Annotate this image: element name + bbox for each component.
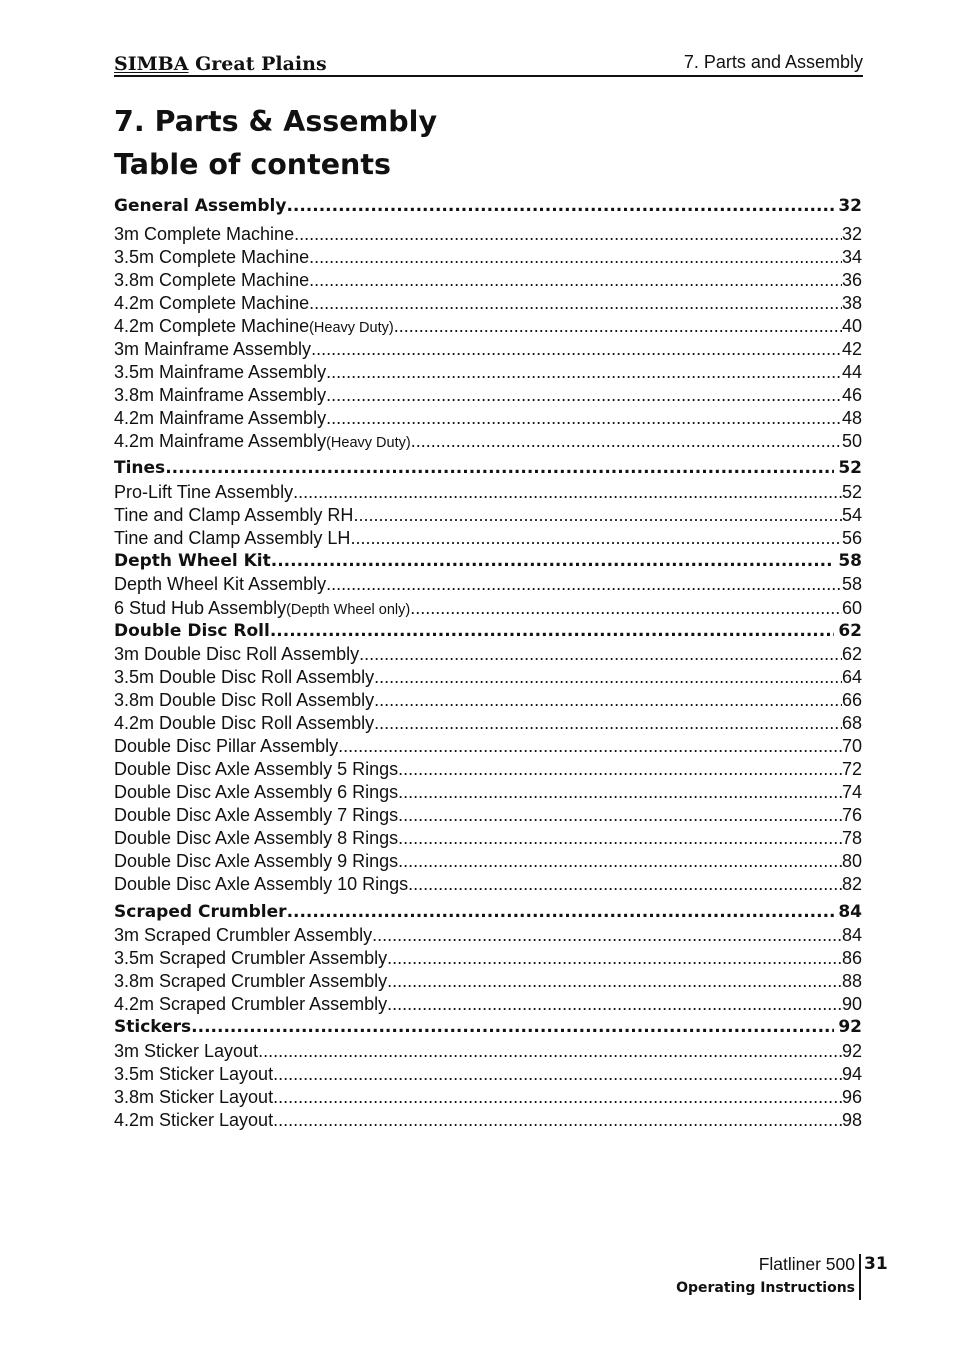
toc-entry[interactable]: [114, 828, 862, 852]
toc-entry-label: 3m Scraped Crumbler Assembly: [114, 925, 373, 945]
dot-leader: [411, 431, 842, 452]
dot-leader: [326, 408, 842, 429]
toc-entry[interactable]: [114, 667, 862, 691]
dot-leader: [374, 667, 842, 688]
toc-entry-note: (Depth Wheel only): [286, 602, 411, 618]
toc-entry[interactable]: [114, 690, 862, 714]
toc-entry-label: 3.8m Scraped Crumbler Assembly: [114, 971, 388, 991]
toc-entry[interactable]: [114, 598, 862, 622]
toc-entry-label: Depth Wheel Kit: [114, 551, 271, 571]
dot-leader: [398, 782, 842, 803]
dot-leader: [273, 1064, 842, 1085]
toc-entry-label: 4.2m Complete Machine: [114, 293, 310, 313]
footer-product: Flatliner 500: [758, 1254, 855, 1274]
toc-entry-page: 82: [841, 874, 862, 894]
dot-leader: [387, 948, 842, 969]
toc-entry-label: Double Disc Axle Assembly 5 Rings: [114, 759, 399, 779]
toc-entry[interactable]: [114, 851, 862, 875]
toc-entry[interactable]: [114, 713, 862, 737]
dot-leader: [326, 385, 842, 406]
toc-entry-label: 3.5m Complete Machine: [114, 247, 310, 267]
toc-entry-label: 4.2m Mainframe Assembly: [114, 408, 327, 428]
toc-entry-label: 3.5m Double Disc Roll Assembly: [114, 667, 375, 687]
toc-entry-page: 78: [841, 828, 862, 848]
toc-entry-label: Double Disc Axle Assembly 8 Rings: [114, 828, 399, 848]
toc-entry-page: 86: [841, 948, 862, 968]
toc-entry-page: 32: [841, 224, 862, 244]
toc-entry-page: 50: [841, 431, 862, 451]
toc-entry-label: Double Disc Axle Assembly 10 Rings: [114, 874, 409, 894]
toc-entry-page: 64: [841, 667, 862, 687]
toc-entry-label: 3.5m Scraped Crumbler Assembly: [114, 948, 388, 968]
toc-title: Table of contents: [114, 148, 391, 181]
dot-leader: [398, 851, 842, 872]
toc-entry-label: Tine and Clamp Assembly LH: [114, 528, 351, 548]
toc-entry-label: 3.8m Double Disc Roll Assembly: [114, 690, 375, 710]
page-title: 7. Parts & Assembly: [114, 105, 438, 138]
toc-entry[interactable]: [114, 1064, 862, 1088]
dot-leader: [374, 690, 842, 711]
toc-entry-label: Double Disc Axle Assembly 9 Rings: [114, 851, 399, 871]
toc-entry-page: 70: [841, 736, 862, 756]
toc-entry[interactable]: [114, 874, 862, 898]
toc-entry-page: 56: [841, 528, 862, 548]
toc-entry-label: 3m Double Disc Roll Assembly: [114, 644, 360, 664]
dot-leader: [394, 316, 842, 337]
toc-entry-label: 4.2m Scraped Crumbler Assembly: [114, 994, 388, 1014]
toc-entry-label: Double Disc Axle Assembly 7 Rings: [114, 805, 399, 825]
toc-entry-page: 80: [841, 851, 862, 871]
toc-entry[interactable]: [114, 224, 862, 248]
toc-entry-label: Double Disc Roll: [114, 621, 270, 641]
toc-section-heading[interactable]: [114, 458, 862, 482]
dot-leader: [165, 458, 834, 478]
toc-entry-page: 58: [841, 574, 862, 594]
toc-entry-page: 38: [841, 293, 862, 313]
toc-entry[interactable]: [114, 1110, 862, 1134]
dot-leader: [286, 196, 834, 216]
toc-entry[interactable]: [114, 528, 862, 552]
page-number: 31: [864, 1254, 888, 1274]
toc-entry-page: 84: [841, 925, 862, 945]
footer-subtitle: Operating Instructions: [676, 1280, 855, 1296]
toc-section-heading[interactable]: [114, 196, 862, 220]
toc-entry-page: 36: [841, 270, 862, 290]
dot-leader: [338, 736, 842, 757]
toc-entry[interactable]: [114, 644, 862, 668]
toc-entry[interactable]: [114, 408, 862, 432]
toc-entry-label: 3.5m Sticker Layout: [114, 1064, 274, 1084]
toc-entry-note: (Heavy Duty): [309, 320, 394, 336]
dot-leader: [350, 528, 842, 549]
header-section-ref: 7. Parts and Assembly: [683, 52, 863, 72]
toc-entry-page: 52: [841, 482, 862, 502]
toc-entry-page: 52: [838, 458, 862, 478]
toc-entry-label: Stickers: [114, 1017, 192, 1037]
toc-entry-page: 40: [841, 316, 862, 336]
dot-leader: [398, 759, 842, 780]
dot-leader: [273, 1110, 842, 1131]
toc-entry-page: 62: [841, 644, 862, 664]
toc-entry-page: 58: [838, 551, 862, 571]
toc-entry-label: 3m Complete Machine: [114, 224, 295, 244]
toc-section-heading[interactable]: [114, 902, 862, 926]
toc-entry[interactable]: [114, 482, 862, 506]
toc-entry-page: 76: [841, 805, 862, 825]
toc-entry-label: 3.8m Sticker Layout: [114, 1087, 274, 1107]
dot-leader: [408, 874, 842, 895]
toc-entry-label: Double Disc Axle Assembly 6 Rings: [114, 782, 399, 802]
toc-entry-label: 4.2m Double Disc Roll Assembly: [114, 713, 375, 733]
dot-leader: [326, 362, 842, 383]
toc-entry-page: 48: [841, 408, 862, 428]
toc-entry-page: 66: [841, 690, 862, 710]
toc-entry[interactable]: [114, 431, 862, 455]
dot-leader: [372, 925, 842, 946]
dot-leader: [353, 505, 842, 526]
toc-entry-note: (Heavy Duty): [326, 435, 411, 451]
toc-entry[interactable]: [114, 948, 862, 972]
toc-entry[interactable]: [114, 782, 862, 806]
toc-entry-label: 4.2m Complete Machine: [114, 316, 310, 336]
toc-entry[interactable]: [114, 247, 862, 271]
dot-leader: [398, 828, 842, 849]
footer-divider: [859, 1254, 861, 1300]
toc-entry-page: 94: [841, 1064, 862, 1084]
dot-leader: [309, 247, 842, 268]
dot-leader: [191, 1017, 834, 1037]
toc-entry-page: 68: [841, 713, 862, 733]
toc-entry-page: 42: [841, 339, 862, 359]
toc-entry[interactable]: [114, 759, 862, 783]
toc-entry-page: 92: [841, 1041, 862, 1061]
toc-section-heading[interactable]: [114, 621, 862, 645]
dot-leader: [270, 621, 835, 641]
toc-entry-page: 92: [838, 1017, 862, 1037]
toc-entry-page: 88: [841, 971, 862, 991]
dot-leader: [309, 293, 842, 314]
toc-entry-page: 34: [841, 247, 862, 267]
dot-leader: [326, 574, 842, 595]
toc-entry-page: 62: [838, 621, 862, 641]
toc-entry-page: 90: [841, 994, 862, 1014]
toc-entry-label: 3.8m Mainframe Assembly: [114, 385, 327, 405]
dot-leader: [387, 994, 842, 1015]
toc-entry[interactable]: [114, 293, 862, 317]
dot-leader: [410, 598, 842, 619]
dot-leader: [359, 644, 842, 665]
toc-entry[interactable]: [114, 925, 862, 949]
page-header: [114, 48, 863, 77]
toc-entry-page: 98: [841, 1110, 862, 1130]
dot-leader: [271, 551, 835, 571]
toc-section-heading[interactable]: [114, 1017, 862, 1041]
dot-leader: [293, 482, 842, 503]
toc-entry[interactable]: [114, 994, 862, 1018]
brand-suffix: Great Plains: [188, 53, 327, 75]
toc-entry[interactable]: [114, 270, 862, 294]
toc-entry[interactable]: [114, 385, 862, 409]
dot-leader: [309, 270, 842, 291]
toc-section-heading[interactable]: [114, 551, 862, 575]
dot-leader: [311, 339, 842, 360]
toc-entry-label: 4.2m Mainframe Assembly: [114, 431, 327, 451]
toc-entry-page: 60: [841, 598, 862, 618]
toc-entry-label: 6 Stud Hub Assembly: [114, 598, 287, 618]
dot-leader: [374, 713, 842, 734]
toc-entry[interactable]: [114, 736, 862, 760]
toc-entry[interactable]: [114, 339, 862, 363]
brand-logo: [114, 53, 327, 75]
toc-entry-page: 84: [838, 902, 862, 922]
brand-name: SIMBA: [114, 53, 189, 75]
toc-entry-label: 4.2m Sticker Layout: [114, 1110, 274, 1130]
toc-entry[interactable]: [114, 1041, 862, 1065]
toc-entry[interactable]: [114, 1087, 862, 1111]
toc-entry-page: 46: [841, 385, 862, 405]
dot-leader: [294, 224, 842, 245]
toc-entry-label: General Assembly: [114, 196, 287, 216]
dot-leader: [287, 902, 835, 922]
toc-entry-label: 3.5m Mainframe Assembly: [114, 362, 327, 382]
toc-entry[interactable]: [114, 805, 862, 829]
toc-entry-page: 96: [841, 1087, 862, 1107]
toc-entry-page: 74: [841, 782, 862, 802]
toc-entry[interactable]: [114, 971, 862, 995]
toc-entry-page: 54: [841, 505, 862, 525]
toc-entry-label: Double Disc Pillar Assembly: [114, 736, 339, 756]
toc-entry[interactable]: [114, 505, 862, 529]
toc-entry-label: Tines: [114, 458, 166, 478]
toc-entry[interactable]: [114, 316, 862, 340]
toc-entry-page: 32: [838, 196, 862, 216]
dot-leader: [387, 971, 842, 992]
toc-entry[interactable]: [114, 362, 862, 386]
toc-entry-label: 3m Sticker Layout: [114, 1041, 259, 1061]
toc-entry-label: Tine and Clamp Assembly RH: [114, 505, 354, 525]
toc-entry-page: 72: [841, 759, 862, 779]
toc-entry-label: Scraped Crumbler: [114, 902, 287, 922]
toc-entry[interactable]: [114, 574, 862, 598]
dot-leader: [258, 1041, 842, 1062]
dot-leader: [398, 805, 842, 826]
toc-entry-page: 44: [841, 362, 862, 382]
toc-entry-label: 3m Mainframe Assembly: [114, 339, 312, 359]
toc-entry-label: 3.8m Complete Machine: [114, 270, 310, 290]
toc-entry-label: Pro-Lift Tine Assembly: [114, 482, 294, 502]
dot-leader: [273, 1087, 842, 1108]
toc-entry-label: Depth Wheel Kit Assembly: [114, 574, 327, 594]
